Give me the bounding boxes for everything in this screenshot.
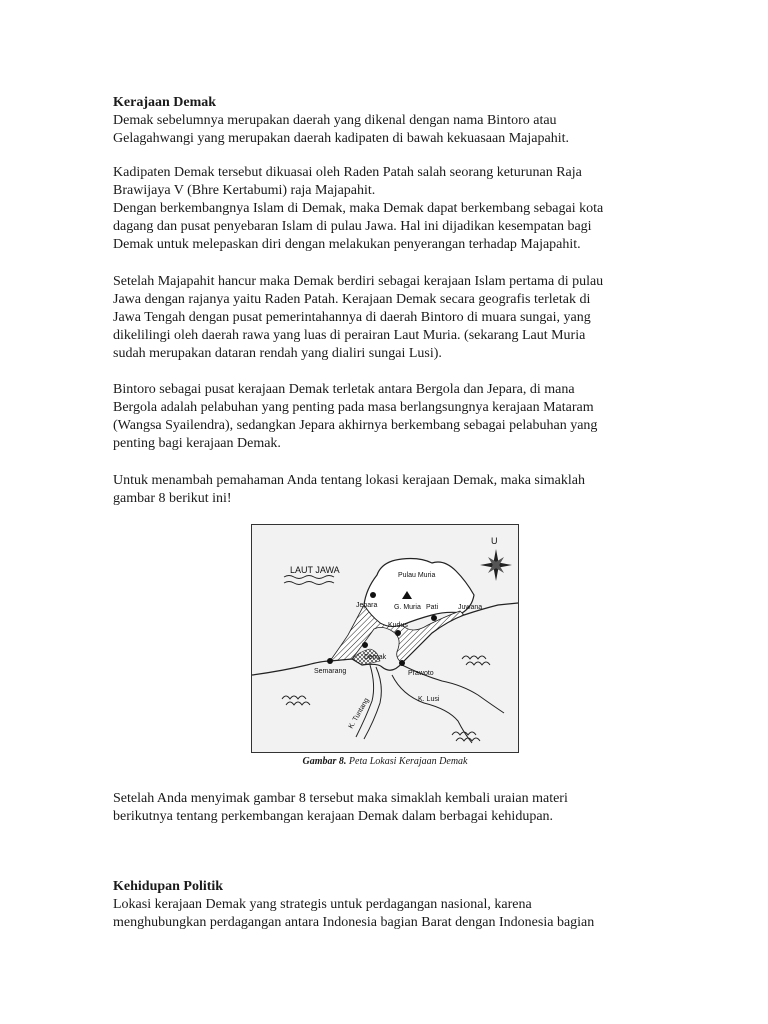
- paragraph-line: Jawa dengan rajanya yaitu Raden Patah. Kerajaan Demak secara geografis terletak di: [113, 292, 591, 307]
- hills-right: [452, 656, 490, 741]
- paragraph-line: Brawijaya V (Bhre Kertabumi) raja Majapahit.: [113, 183, 376, 198]
- compass-rose-icon: [480, 549, 512, 581]
- label-jepara: Jepara: [356, 602, 378, 609]
- paragraph-line: Dengan berkembangnya Islam di Demak, maka Demak dapat berkembang sebagai kota: [113, 201, 604, 216]
- section-kerajaan-demak: [113, 94, 673, 148]
- paragraph-geography: [113, 273, 673, 363]
- city-marker-kudus: [395, 630, 401, 636]
- paragraph-line: Demak untuk melepaskan diri dengan melakukan penyerangan terhadap Majapahit.: [113, 237, 581, 252]
- paragraph-line: Kadipaten Demak tersebut dikuasai oleh Raden Patah salah seorang keturunan Raja: [113, 165, 582, 180]
- paragraph-line: Bergola adalah pelabuhan yang penting pada masa berlangsungnya kerajaan Mataram: [113, 400, 594, 415]
- label-north: U: [491, 536, 498, 546]
- hills-left: [282, 696, 310, 705]
- section-kehidupan-politik: [113, 878, 673, 932]
- label-laut-jawa: LAUT JAWA: [290, 565, 340, 575]
- paragraph-line: berikutnya tentang perkembangan kerajaan Demak dalam berbagai kehidupan.: [113, 809, 554, 824]
- paragraph-after-figure: [113, 790, 673, 826]
- city-marker-prawoto: [399, 660, 405, 666]
- label-juwana: Juwana: [458, 604, 483, 611]
- paragraph-line: gambar 8 berikut ini!: [113, 491, 232, 506]
- label-g-muria: G. Muria: [394, 604, 421, 611]
- paragraph-line: Lokasi kerajaan Demak yang strategis untuk perdagangan nasional, karena: [113, 897, 532, 912]
- figure-caption: [251, 756, 519, 767]
- paragraph-line: Gelagahwangi yang merupakan daerah kadipaten di bawah kekuasaan Majapahit.: [113, 131, 569, 146]
- city-marker-pati: [431, 615, 437, 621]
- city-marker-semarang: [327, 658, 333, 664]
- paragraph-figure-intro: [113, 472, 673, 508]
- paragraph-line: (Wangsa Syailendra), sedangkan Jepara akhirnya berkembang sebagai pelabuhan yang: [113, 418, 598, 433]
- label-k-tuntang: K. Tuntang: [347, 697, 371, 730]
- label-semarang: Semarang: [314, 668, 347, 675]
- label-demak: Demak: [364, 654, 387, 661]
- label-prawoto: Prawoto: [408, 670, 434, 677]
- paragraph-line: Untuk menambah pemahaman Anda tentang lokasi kerajaan Demak, maka simaklah: [113, 473, 585, 488]
- label-kudus: Kudus: [388, 622, 408, 629]
- city-marker-jepara: [370, 592, 376, 598]
- paragraph-line: dikelilingi oleh daerah rawa yang luas di perairan Laut Muria. (sekarang Laut Muria: [113, 328, 586, 343]
- sea-waves: [284, 576, 334, 585]
- paragraph-line: sudah merupakan dataran rendah yang dialiri sungai Lusi).: [113, 346, 442, 361]
- label-k-lusi: K. Lusi: [418, 696, 440, 703]
- caption-label: Gambar 8.: [302, 756, 347, 767]
- city-marker-demak: [362, 642, 368, 648]
- paragraph-line: dagang dan pusat penyebaran Islam di pulau Jawa. Hal ini dijadikan kesempatan bagi: [113, 219, 592, 234]
- map-figure: [251, 524, 519, 753]
- label-pati: Pati: [426, 604, 439, 611]
- paragraph-line: Demak sebelumnya merupakan daerah yang dikenal dengan nama Bintoro atau: [113, 113, 557, 128]
- paragraph-line: Setelah Majapahit hancur maka Demak berdiri sebagai kerajaan Islam pertama di pulau: [113, 274, 604, 289]
- paragraph-line: Jawa Tengah dengan pusat pemerintahannya di daerah Bintoro di muara sungai, yang: [113, 310, 591, 325]
- paragraph-bintoro: [113, 381, 673, 453]
- paragraph-line: penting bagi kerajaan Demak.: [113, 436, 281, 451]
- paragraph-line: Bintoro sebagai pusat kerajaan Demak terletak antara Bergola dan Jepara, di mana: [113, 382, 575, 397]
- map-drawing: [252, 525, 518, 752]
- section-heading: Kehidupan Politik: [113, 879, 224, 894]
- river-lusi-2: [392, 675, 472, 743]
- paragraph-raden-patah: [113, 164, 673, 254]
- paragraph-line: menghubungkan perdagangan antara Indonesia bagian Barat dengan Indonesia bagian: [113, 915, 595, 930]
- section-heading: Kerajaan Demak: [113, 95, 217, 110]
- paragraph-line: Setelah Anda menyimak gambar 8 tersebut maka simaklah kembali uraian materi: [113, 791, 568, 806]
- caption-text: Peta Lokasi Kerajaan Demak: [346, 756, 468, 767]
- label-pulau-muria: Pulau Muria: [398, 572, 436, 579]
